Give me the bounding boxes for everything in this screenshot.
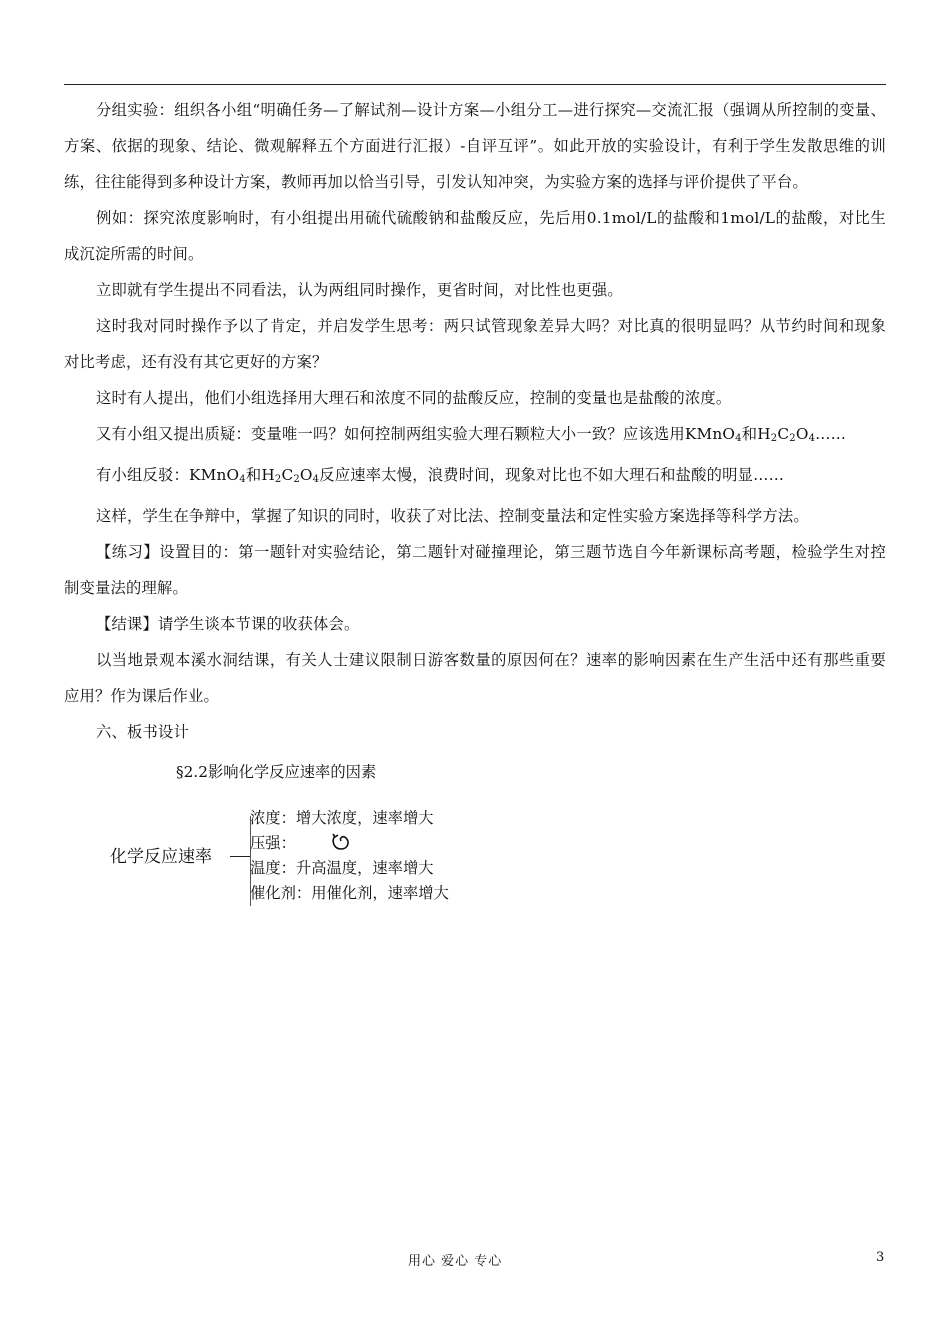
swirl-arrow-icon — [330, 832, 352, 852]
paragraph-6: 又有小组又提出质疑：变量唯一吗？如何控制两组实验大理石颗粒大小一致？应该选用KMnO$_4$和$H_2C_2O_4\dots\dots$ — [96, 425, 847, 444]
page-number: 3 — [876, 1250, 885, 1265]
paragraph-5: 这时有人提出，他们小组选择用大理石和浓度不同的盐酸反应，控制的变量也是盐酸的浓度。 — [96, 389, 732, 407]
paragraph-7: 有小组反驳：KMnO$_4$和$H_2C_2O_4$反应速率太慢，浪费时间，现象对比也不如大理石和盐酸的明显…… — [96, 466, 785, 485]
board-branch-concentration: 浓度：增大浓度，速率增大 — [250, 809, 434, 827]
header-rule — [64, 84, 886, 85]
paragraph-8: 这样，学生在争辩中，掌握了知识的同时，收获了对比法、控制变量法和定性实验方案选择等科学方法。 — [96, 507, 809, 525]
paragraph-10: 【结课】请学生谈本节课的收获体会。 — [96, 615, 360, 633]
board-connector-dash — [230, 856, 250, 857]
paragraph-2: 例如：探究浓度影响时，有小组提出用硫代硫酸钠和盐酸反应，先后用0.1mol/L的盐酸和1mol/L的盐酸，对比生成沉淀所需的时间。 — [64, 209, 886, 263]
paragraph-9: 【练习】设置目的：第一题针对实验结论，第二题针对碰撞理论，第三题节选自今年新课标高考题，检验学生对控制变量法的理解。 — [64, 543, 886, 597]
board-title: §2.2影响化学反应速率的因素 — [176, 763, 377, 781]
section-heading: 六、板书设计 — [96, 723, 189, 741]
document-body — [64, 92, 886, 750]
paragraph-11: 以当地景观本溪水洞结课，有关人士建议限制日游客数量的原因何在？速率的影响因素在生产生活中还有那些重要应用？作为课后作业。 — [64, 651, 886, 705]
board-branch-catalyst: 催化剂：用催化剂，速率增大 — [250, 884, 449, 902]
board-branch-temperature: 温度：升高温度，速率增大 — [250, 859, 434, 877]
paragraph-4: 这时我对同时操作予以了肯定，并启发学生思考：两只试管现象差异大吗？对比真的很明显吗？从节约时间和现象对比考虑，还有没有其它更好的方案？ — [64, 317, 886, 371]
paragraph-1: 分组实验：组织各小组“明确任务—了解试剂—设计方案—小组分工—进行探究—交流汇报（强调从所控制的变量、方案、依据的现象、结论、微观解释五个方面进行汇报）-自评互评”。如此开放的实验设计，有利于学生发散思维的训练，往往能得到多种设计方案，教师再加以恰当引导，引发认知冲突，为实验方案的选择与评价提供了平台。 — [64, 101, 886, 191]
board-main-label: 化学反应速率 — [110, 847, 212, 867]
board-branch-pressure: 压强： — [250, 834, 296, 852]
paragraph-3: 立即就有学生提出不同看法，认为两组同时操作，更省时间，对比性也更强。 — [96, 281, 623, 299]
footer-motto: 用心 爱心 专心 — [408, 1254, 503, 1269]
